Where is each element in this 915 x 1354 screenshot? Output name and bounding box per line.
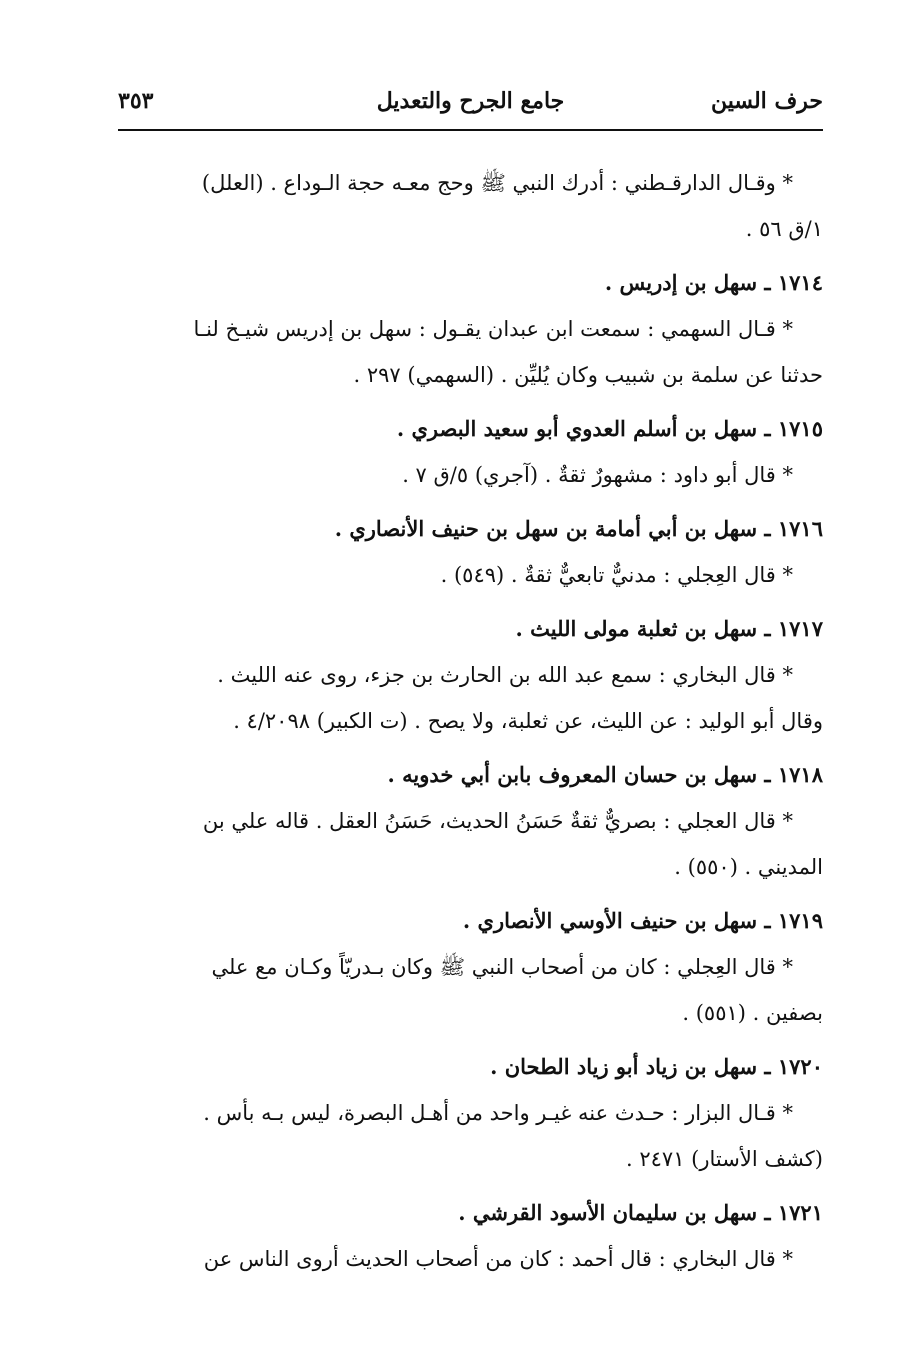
text-line: * قـال البزار : حـدث عنه غيـر واحد من أهـل البصرة، ليس بـه بأس . bbox=[203, 1101, 793, 1125]
text-line: * قال العِجلي : مدنيٌّ تابعيٌّ ثقةٌ . (٥٤٩) . bbox=[440, 563, 793, 587]
text-line: * قال البخاري : قال أحمد : كان من أصحاب الحديث أروى الناس عن bbox=[203, 1247, 793, 1271]
text-line: * قال أبو داود : مشهورٌ ثقةٌ . (آجري) ٥/ق ٧ . bbox=[402, 463, 793, 487]
text-line: * قال البخاري : سمع عبد الله بن الحارث بن جزء، روى عنه الليث . bbox=[217, 663, 793, 687]
text-line: بصفين . (٥٥١) . bbox=[682, 1001, 823, 1025]
page-body bbox=[118, 160, 823, 1282]
text-line: * قال العِجلي : كان من أصحاب النبي ﷺ وكان بـدريّاً وكـان مع علي bbox=[211, 955, 793, 979]
page-number: ٣٥٣ bbox=[118, 88, 154, 114]
page-header bbox=[118, 84, 823, 118]
entry-title-1721: ١٧٢١ ـ سهل بن سليمان الأسود القرشي . bbox=[458, 1200, 823, 1225]
entry-title-1718: ١٧١٨ ـ سهل بن حسان المعروف بابن أبي خدويه . bbox=[387, 762, 823, 787]
entry-title-1715: ١٧١٥ ـ سهل بن أسلم العدوي أبو سعيد البصري . bbox=[396, 416, 823, 441]
entry-title-1719: ١٧١٩ ـ سهل بن حنيف الأوسي الأنصاري . bbox=[462, 908, 823, 933]
book-title: جامع الجرح والتعديل bbox=[376, 88, 565, 114]
entry-title-1714: ١٧١٤ ـ سهل بن إدريس . bbox=[604, 270, 823, 295]
text-line: (كشف الأستار) ٢٤٧١ . bbox=[626, 1147, 823, 1171]
text-line: * وقـال الدارقـطني : أدرك النبي ﷺ وحج معـه حجة الـوداع . (العلل) bbox=[201, 171, 793, 195]
text-line: حدثنا عن سلمة بن شبيب وكان يُليِّن . (السهمي) ٢٩٧ . bbox=[353, 363, 823, 387]
text-line: * قال العجلي : بصريٌّ ثقةٌ حَسَنُ الحديث، حَسَنُ العقل . قاله علي بن bbox=[202, 809, 793, 833]
header-rule bbox=[118, 129, 823, 131]
text-line: ١/ق ٥٦ . bbox=[745, 217, 823, 241]
entry-title-1720: ١٧٢٠ ـ سهل بن زياد أبو زياد الطحان . bbox=[490, 1054, 823, 1079]
text-line: * قـال السهمي : سمعت ابن عبدان يقـول : سهل بن إدريس شيـخ لنـا bbox=[193, 317, 793, 341]
text-line: وقال أبو الوليد : عن الليث، عن ثعلبة، ولا يصح . (ت الكبير) ٤/٢٠٩٨ . bbox=[233, 709, 823, 733]
entry-title-1717: ١٧١٧ ـ سهل بن ثعلبة مولى الليث . bbox=[515, 616, 823, 641]
text-line: المديني . (٥٥٠) . bbox=[674, 855, 823, 879]
chapter-heading: حرف السين bbox=[710, 88, 823, 114]
entry-title-1716: ١٧١٦ ـ سهل بن أبي أمامة بن سهل بن حنيف الأنصاري . bbox=[334, 516, 823, 541]
